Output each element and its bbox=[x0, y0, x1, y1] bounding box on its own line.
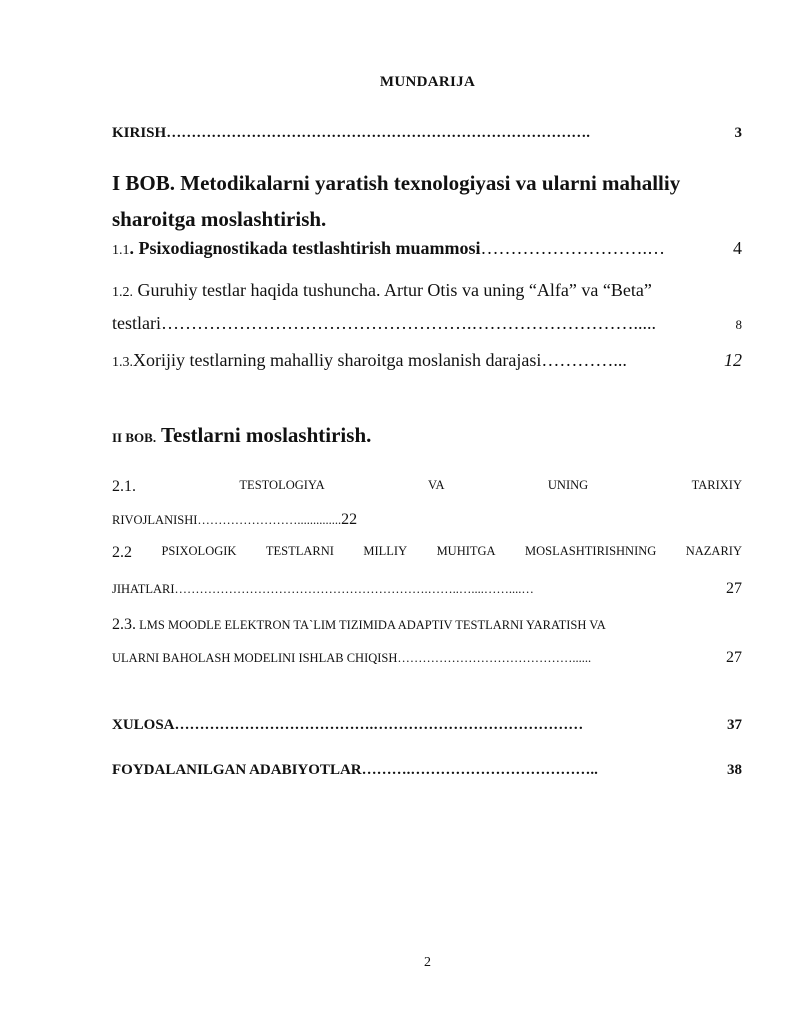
toc-word: TESTLARNI bbox=[265, 544, 334, 558]
toc-section-text: testlari bbox=[112, 313, 161, 333]
page-number: 2 bbox=[424, 955, 431, 970]
toc-section-number: 1.1 bbox=[112, 243, 130, 258]
toc-section-text: RIVOJLANISHI bbox=[112, 513, 198, 527]
toc-leader-dots: …………………………………………….………………………..... bbox=[160, 313, 656, 333]
toc-entry-2-1-continued[interactable] bbox=[112, 511, 742, 529]
toc-entry-1-2[interactable] bbox=[112, 280, 742, 301]
toc-section-text: Guruhiy testlar haqida tushuncha. Artur Otis va uning “Alfa” va “Beta” bbox=[133, 280, 652, 300]
toc-leader-dots: ……………………….… bbox=[480, 238, 666, 258]
toc-leader-dots: ……….……………………………….. bbox=[361, 762, 598, 778]
toc-leader-dots: ……………………………………...... bbox=[397, 651, 592, 665]
toc-page-number: 22 bbox=[341, 511, 358, 528]
toc-leader-dots: …………... bbox=[541, 350, 627, 370]
toc-entry-foydalanilgan-adabiyotlar[interactable] bbox=[112, 762, 742, 779]
chapter-heading-1[interactable] bbox=[112, 165, 742, 237]
toc-section-number: 2.1. bbox=[112, 478, 136, 495]
toc-page-number: 3 bbox=[734, 125, 742, 141]
toc-word: PSIXOLOGIK bbox=[161, 544, 237, 558]
page-title: MUNDARIJA bbox=[379, 74, 476, 90]
toc-section-text: ULARNI BAHOLASH MODELINI ISHLAB CHIQISH bbox=[112, 651, 398, 665]
chapter-heading-text: Testlarni moslashtirish. bbox=[156, 423, 372, 447]
toc-page-number: 27 bbox=[726, 580, 742, 597]
chapter-heading-text: I BOB. Metodikalarni yaratish texnologiyasi va ularni mahalliy sharoitga moslashtirish. bbox=[112, 171, 681, 231]
toc-word: NAZARIY bbox=[685, 544, 742, 558]
chapter-prefix: II BOB. bbox=[112, 430, 157, 445]
toc-section-text: JIHATLARI bbox=[112, 582, 175, 596]
toc-section-number: 1.3. bbox=[112, 355, 133, 370]
toc-page-number: 12 bbox=[724, 350, 742, 370]
toc-label: XULOSA bbox=[112, 717, 175, 733]
toc-section-text: LMS MOODLE ELEKTRON TA`LIM TIZIMIDA ADAPTIV TESTLARNI YARATISH VA bbox=[136, 618, 606, 632]
toc-word: MOSLASHTIRISHNING bbox=[525, 544, 657, 558]
toc-leader-dots: …………………….............. bbox=[197, 513, 342, 527]
toc-section-number: 2.3. bbox=[112, 616, 136, 633]
toc-word: MILLIY bbox=[363, 544, 408, 558]
toc-entry-2-2-continued[interactable] bbox=[112, 580, 742, 598]
toc-page-number: 4 bbox=[733, 238, 742, 258]
toc-section-text: . Psixodiagnostikada testlashtirish muammosi bbox=[129, 238, 481, 258]
toc-label: FOYDALANILGAN ADABIYOTLAR bbox=[112, 762, 362, 778]
toc-leader-dots: …………………………………………………………………………. bbox=[166, 125, 590, 141]
toc-entry-1-1[interactable] bbox=[112, 238, 742, 259]
toc-entry-2-3-continued[interactable] bbox=[112, 649, 742, 667]
toc-word: TARIXIY bbox=[691, 478, 742, 492]
toc-leader-dots: …………………………………………………….……..…....……....… bbox=[174, 582, 534, 596]
toc-label: KIRISH bbox=[112, 125, 167, 141]
toc-word: VA bbox=[428, 478, 445, 492]
toc-section-text: Xorijiy testlarning mahalliy sharoitga moslanish darajasi bbox=[133, 350, 542, 370]
toc-section-number: 1.2. bbox=[112, 285, 133, 300]
toc-page-number: 37 bbox=[727, 717, 742, 733]
toc-word: UNING bbox=[547, 478, 589, 492]
toc-entry-xulosa[interactable] bbox=[112, 717, 742, 734]
toc-word: MUHITGA bbox=[436, 544, 496, 558]
toc-word: TESTOLOGIYA bbox=[239, 478, 325, 492]
toc-leader-dots: ………………………………….…………………………………… bbox=[174, 717, 584, 733]
toc-entry-2-3[interactable] bbox=[112, 616, 742, 634]
toc-entry-1-2-continued[interactable] bbox=[112, 313, 742, 334]
toc-page-number: 8 bbox=[735, 317, 742, 332]
toc-entry-2-2[interactable] bbox=[112, 544, 742, 562]
toc-page-number: 27 bbox=[726, 649, 742, 666]
toc-section-number: 2.2 bbox=[112, 544, 132, 561]
toc-entry-1-3[interactable] bbox=[112, 350, 742, 371]
toc-entry-kirish[interactable] bbox=[112, 125, 742, 142]
chapter-heading-2[interactable] bbox=[112, 423, 742, 448]
toc-entry-2-1[interactable] bbox=[112, 478, 742, 496]
toc-page-number: 38 bbox=[727, 762, 742, 778]
